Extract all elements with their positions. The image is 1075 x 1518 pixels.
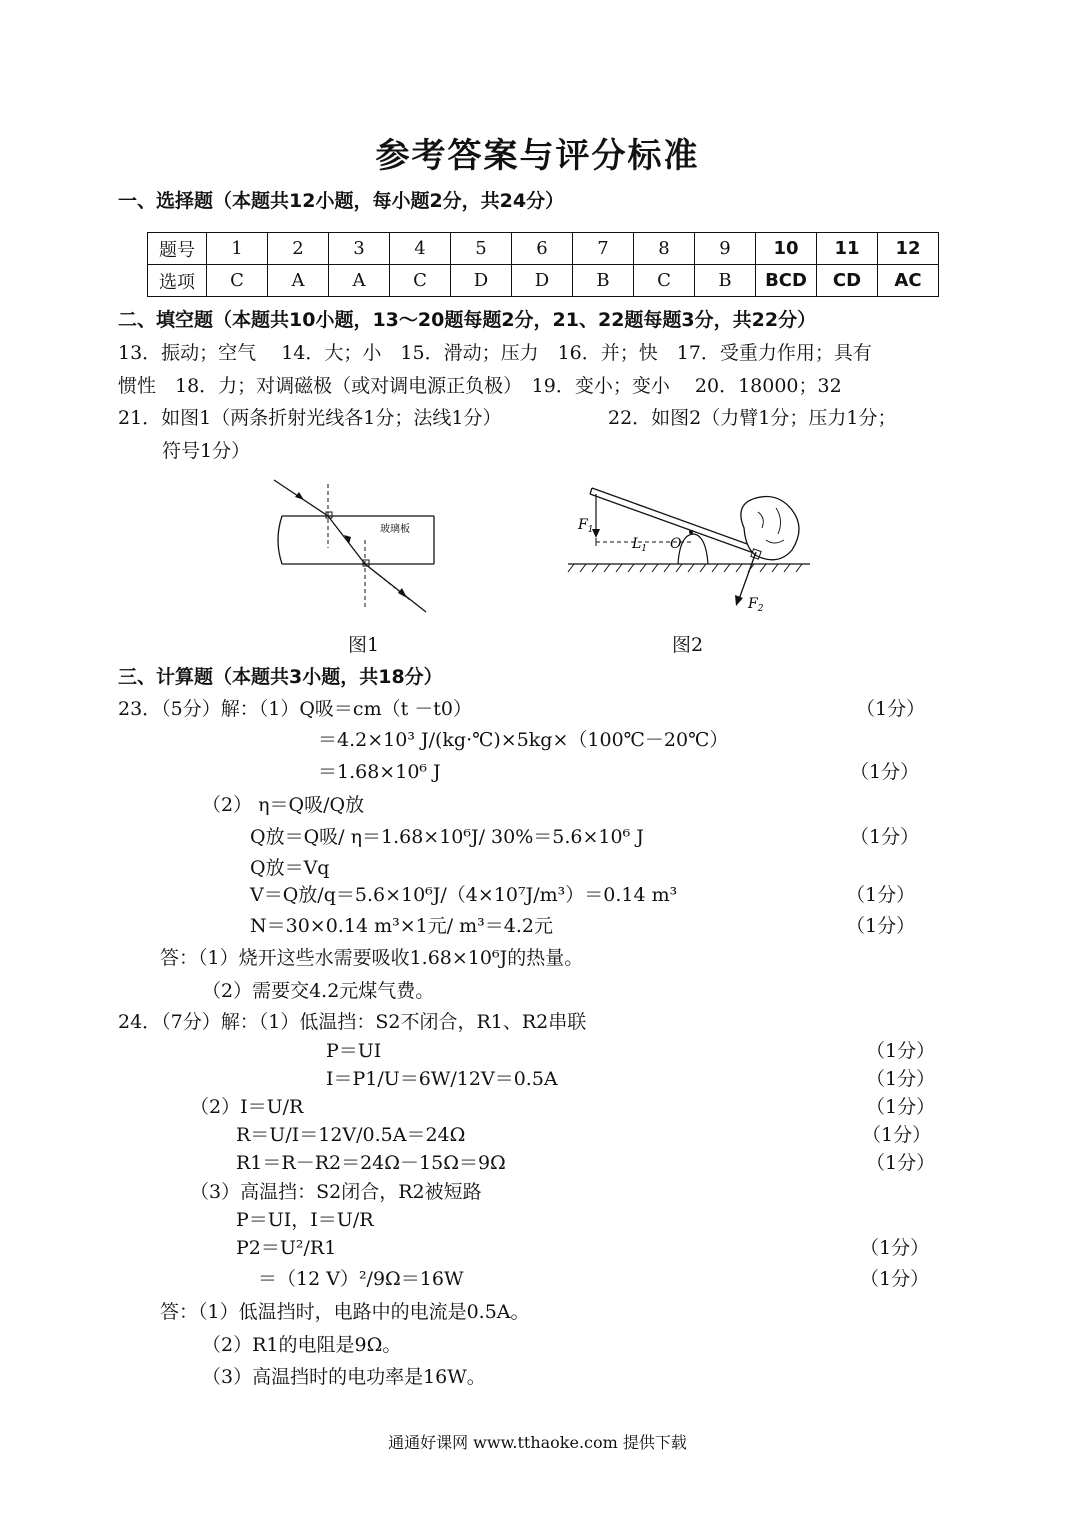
fill-line-2: 惯性 18．力；对调磁极（或对调电源正负极） 19．变小；变小 20．18000；32 [118,375,842,397]
table-header-option: 选项 [148,265,207,297]
fig2-f1-sub: 1 [587,525,594,535]
page-title: 参考答案与评分标准 [375,136,700,176]
q23-line-1: 23．（5分）解：（1）Q吸＝cm（t －t0） [118,698,472,720]
table-cell: C [390,265,451,297]
q23-line-2: ＝4.2×10³ J/(kg·℃)×5kg×（100℃－20℃） [318,729,729,751]
fill-line-4: 符号1分） [162,440,251,462]
table-cell: 8 [634,233,695,265]
table-cell: B [695,265,756,297]
q24-line-5: R＝U/I＝12V/0.5A＝24Ω [236,1124,466,1146]
table-cell: A [268,265,329,297]
figure-1-refraction [262,474,442,620]
svg-text:F1 [577,517,593,535]
table-cell: 1 [207,233,268,265]
score-mark: （1分） [866,1152,936,1174]
fig2-f2-sub: 2 [757,604,764,614]
score-mark: （1分） [866,1040,936,1062]
fill-line-3b: 22．如图2（力臂1分；压力1分； [608,407,897,429]
table-cell: 3 [329,233,390,265]
figure-2-lever [566,484,816,616]
q24-line-4: （2）I＝U/R [190,1096,304,1118]
fig2-f1-label: F [578,517,588,533]
fill-line-3a: 21．如图1（两条折射光线各1分；法线1分） [118,407,502,429]
score-mark: （1分） [846,884,916,906]
q24-answer-2: （2）R1的电阻是9Ω。 [202,1334,402,1356]
table-cell: 11 [817,233,878,265]
score-mark: （1分） [860,1237,930,1259]
table-cell: B [573,265,634,297]
svg-text:L1 [631,536,647,554]
q24-line-2: P＝UI [326,1040,382,1062]
score-mark: （1分） [862,1124,932,1146]
q24-line-9: P2＝U²/R1 [236,1237,337,1259]
q23-answer-2: （2）需要交4.2元煤气费。 [202,980,435,1002]
fig2-l1-label: L [632,536,642,552]
answer-table [147,232,939,297]
q24-line-1: 24．（7分）解：（1）低温挡：S2不闭合，R1、R2串联 [118,1011,587,1033]
q24-answer-3: （3）高温挡时的电功率是16W。 [202,1366,486,1388]
table-cell: BCD [756,265,817,297]
fig2-l1-sub: 1 [641,544,648,554]
fig2-f2-label: F [748,596,758,612]
table-cell: 10 [756,233,817,265]
score-mark: （1分） [860,1268,930,1290]
table-cell: 7 [573,233,634,265]
q23-line-8: N＝30×0.14 m³×1元/ m³＝4.2元 [250,915,553,937]
score-mark: （1分） [866,1096,936,1118]
fig2-o-label: O [670,536,682,552]
table-cell: C [207,265,268,297]
table-row-numbers [148,233,939,265]
table-cell: 12 [878,233,939,265]
table-cell: 2 [268,233,329,265]
figure-2-caption: 图2 [672,634,704,656]
table-cell: 4 [390,233,451,265]
q23-line-4: （2） η＝Q吸/Q放 [202,794,365,816]
table-cell: 6 [512,233,573,265]
q24-line-6: R1＝R－R2＝24Ω－15Ω＝9Ω [236,1152,506,1174]
table-header-number: 题号 [148,233,207,265]
figure-1-caption: 图1 [348,634,380,656]
q24-answer-1: 答：（1）低温挡时，电路中的电流是0.5A。 [160,1301,530,1323]
q24-line-10: ＝（12 V）²/9Ω＝16W [258,1268,464,1290]
fill-line-1: 13．振动；空气 14．大；小 15．滑动；压力 16．并；快 17．受重力作用；具有 [118,342,872,364]
score-mark: （1分） [866,1068,936,1090]
footer-credit: 通通好课网 www.tthaoke.com 提供下载 [388,1433,687,1452]
section-2-heading: 二、填空题（本题共10小题，13～20题每题2分，21、22题每题3分，共22分） [118,309,817,331]
q24-line-7: （3）高温挡：S2闭合，R2被短路 [190,1181,482,1203]
score-mark: （1分） [850,761,920,783]
score-mark: （1分） [850,826,920,848]
table-cell: A [329,265,390,297]
table-cell: C [634,265,695,297]
q23-answer-1: 答：（1）烧开这些水需要吸收1.68×10⁶J的热量。 [160,947,584,969]
q23-line-7: V＝Q放/q＝5.6×10⁶J/（4×10⁷J/m³）＝0.14 m³ [250,884,678,906]
table-cell: 9 [695,233,756,265]
table-cell: 5 [451,233,512,265]
table-cell: D [451,265,512,297]
q24-line-8: P＝UI，I＝U/R [236,1209,374,1231]
q23-line-5: Q放＝Q吸/ η＝1.68×10⁶J/ 30%＝5.6×10⁶ J [250,826,644,848]
table-cell: D [512,265,573,297]
table-cell: AC [878,265,939,297]
q23-line-6: Q放＝Vq [250,857,330,879]
section-1-heading: 一、选择题（本题共12小题，每小题2分，共24分） [118,190,565,212]
score-mark: （1分） [846,915,916,937]
section-3-heading: 三、计算题（本题共3小题，共18分） [118,666,443,688]
table-row-answers [148,265,939,297]
score-mark: （1分） [856,698,926,720]
svg-text:F2 [747,596,764,614]
q23-line-3: ＝1.68×10⁶ J [318,761,441,783]
q24-line-3: I＝P1/U＝6W/12V＝0.5A [326,1068,558,1090]
table-cell: CD [817,265,878,297]
glass-plate-label: 玻璃板 [380,524,410,535]
